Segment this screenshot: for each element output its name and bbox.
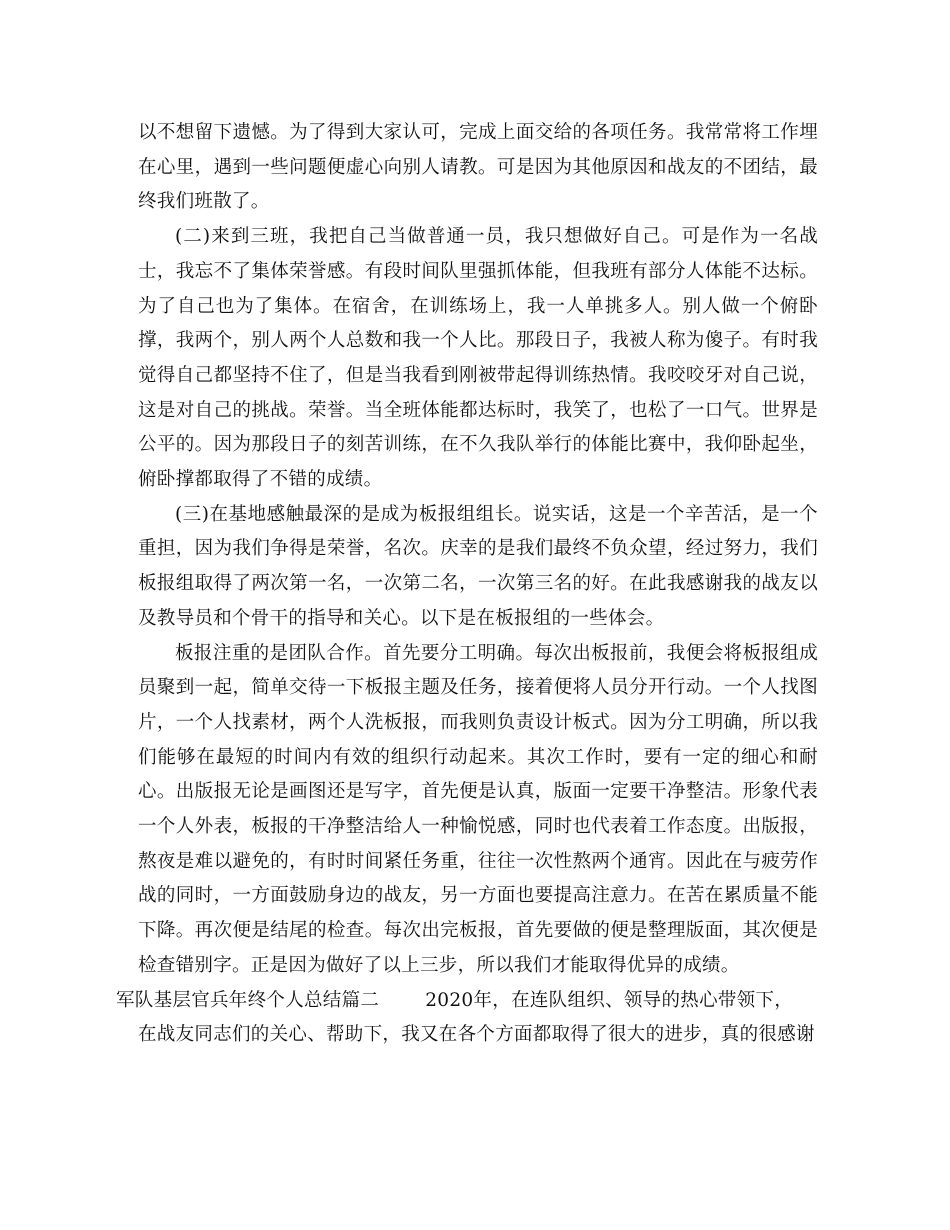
paragraph-final: 在战友同志们的关心、帮助下，我又在各个方面都取得了很大的进步，真的很感谢 bbox=[138, 1024, 815, 1046]
section-heading-line bbox=[116, 984, 818, 1019]
document-body bbox=[116, 116, 818, 1053]
paragraph-intro-continuation: 以不想留下遗憾。为了得到大家认可，完成上面交给的各项任务。我常常将工作埋在心里，遇到一些问题便虚心向别人请教。可是因为其他原因和战友的不团结，最终我们班散了。 bbox=[138, 122, 818, 213]
section-heading-lead: 2020年，在连队组织、领导的热心带领下， bbox=[425, 989, 794, 1011]
section-heading-title: 军队基层官兵年终个人总结篇二 bbox=[116, 989, 380, 1011]
paragraph-section-two: (二)来到三班，我把自己当做普通一员，我只想做好自己。可是作为一名战士，我忘不了集体荣誉感。有段时间队里强抓体能，但我班有部分人体能不达标。为了自己也为了集体。在宿舍，在训练场上，我一人单挑多人。别人做一个俯卧撑，我两个，别人两个人总数和我一个人比。那段日子，我被人称为傻子。有时我觉得自己都坚持不住了，但是当我看到刚被带起得训练热情。我咬咬牙对自己说，这是对自己的挑战。荣誉。当全班体能都达标时，我笑了，也松了一口气。世界是公平的。因为那段日子的刻苦训练，在不久我队举行的体能比赛中，我仰卧起坐，俯卧撑都取得了不错的成绩。 bbox=[138, 226, 818, 491]
paragraph-section-three: (三)在基地感触最深的是成为板报组组长。说实话，这是一个辛苦活，是一个重担，因为我们争得是荣誉，名次。庆幸的是我们最终不负众望，经过努力，我们板报组取得了两次第一名，一次第二名，一次第三名的好。在此我感谢我的战友以及教导员和个骨干的指导和关心。以下是在板报组的一些体会。 bbox=[138, 503, 818, 629]
paragraph-teamwork: 板报注重的是团队合作。首先要分工明确。每次出板报前，我便会将板报组成员聚到一起，简单交待一下板报主题及任务，接着便将人员分开行动。一个人找图片，一个人找素材，两个人洗板报，而我则负责设计板式。因为分工明确，所以我们能够在最短的时间内有效的组织行动起来。其次工作时，要有一定的细心和耐心。出版报无论是画图还是写字，首先便是认真，版面一定要干净整洁。形象代表一个人外表，板报的干净整洁给人一种愉悦感，同时也代表着工作态度。出版报，熬夜是难以避免的，有时时间紧任务重，往往一次性熬两个通宵。因此在与疲劳作战的同时，一方面鼓励身边的战友，另一方面也要提高注意力。在苦在累质量不能下降。再次便是结尾的检查。每次出完板报，首先要做的便是整理版面，其次便是检查错别字。正是因为做好了以上三步，所以我们才能取得优异的成绩。 bbox=[138, 642, 818, 976]
